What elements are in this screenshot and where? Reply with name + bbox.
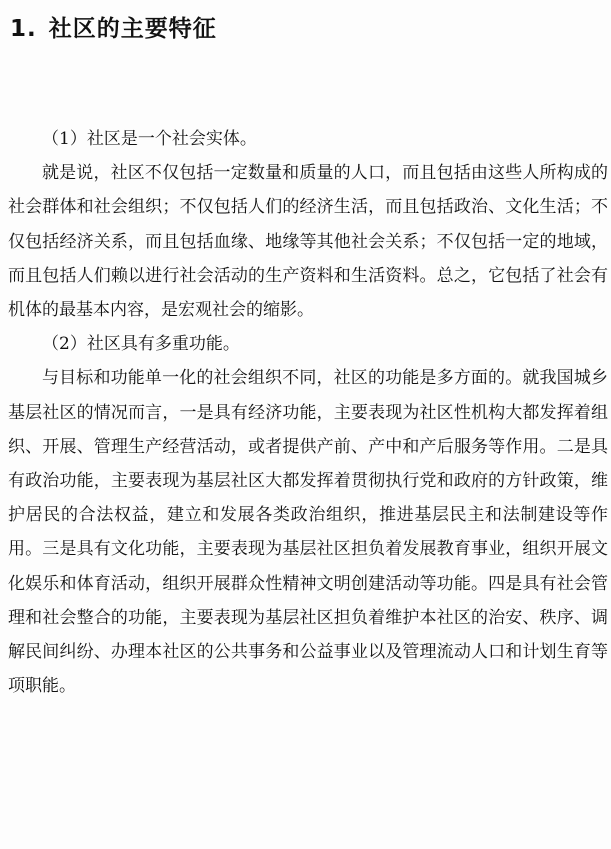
- paragraph-multiple-functions: 与目标和功能单一化的社会组织不同，社区的功能是多方面的。就我国城乡基层社区的情况而言，一是具有经济功能，主要表现为社区性机构大都发挥着组织、开展、管理生产经营活动，或者提供产前、产中和产后服务等作用。二是具有政治功能，主要表现为基层社区大都发挥着贯彻执行党和政府的方针政策，维护居民的合法权益，建立和发展各类政治组织，推进基层民主和法制建设等作用。三是具有文化功能，主要表现为基层社区担负着发展教育事业，组织开展文化娱乐和体育活动，组织开展群众性精神文明创建活动等功能。四是具有社会管理和社会整合的功能，主要表现为基层社区担负着维护本社区的治安、秩序、调解民间纠纷、办理本社区的公共事务和公益事业以及管理流动人口和计划生育等项职能。: [8, 368, 608, 697]
- subheading-multiple-functions: （2）社区具有多重功能。: [42, 334, 240, 355]
- subheading-social-entity: （1）社区是一个社会实体。: [42, 129, 257, 149]
- section-title: 社区的主要特征: [48, 16, 217, 42]
- body-text: [8, 122, 608, 703]
- section-heading: [10, 10, 217, 43]
- section-number: 1.: [10, 16, 37, 42]
- paragraph-social-entity: 就是说，社区不仅包括一定数量和质量的人口，而且包括由这些人所构成的社会群体和社会组织；不仅包括人们的经济生活，而且包括政治、文化生活；不仅包括经济关系，而且包括血缘、地缘等其他社会关系；不仅包括一定的地域，而且包括人们赖以进行社会活动的生产资料和生活资料。总之，它包括了社会有机体的最基本内容，是宏观社会的缩影。: [8, 163, 608, 321]
